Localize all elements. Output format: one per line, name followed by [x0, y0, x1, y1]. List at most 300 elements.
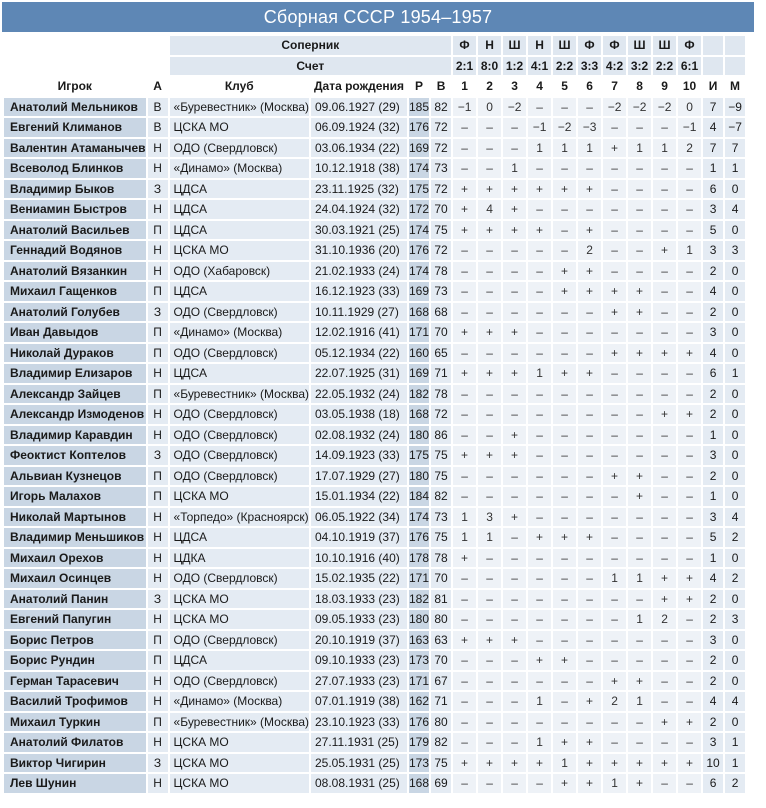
birthdate-cell: 05.12.1934 (22): [311, 344, 407, 363]
match-cell: –: [628, 221, 651, 240]
match-cell: –: [653, 651, 676, 670]
plusminus-cell: 0: [725, 590, 745, 609]
match-cell: –: [478, 467, 501, 486]
match-cell: +: [603, 282, 626, 301]
birthdate-cell: 02.08.1932 (24): [311, 426, 407, 445]
height-cell: 160: [409, 344, 429, 363]
height-cell: 176: [409, 118, 429, 137]
height-cell: 185: [409, 98, 429, 117]
table-row: [4, 364, 745, 383]
match-cell: –: [628, 262, 651, 281]
position-cell: П: [148, 385, 168, 404]
match-cell: –: [603, 385, 626, 404]
match-cell: –: [478, 303, 501, 322]
player-name: Владимир Каравдин: [4, 426, 146, 445]
match-cell: –: [678, 528, 701, 547]
match-cell: –: [603, 528, 626, 547]
player-name: Анатолий Голубев: [4, 303, 146, 322]
match-cell: +: [453, 364, 476, 383]
club-cell: ЦДСА: [170, 364, 309, 383]
match-cell: –: [578, 344, 601, 363]
table-row: [4, 405, 745, 424]
match-cell: –: [603, 508, 626, 527]
player-name: Борис Рундин: [4, 651, 146, 670]
table-row: [4, 692, 745, 711]
match-cell: +: [628, 467, 651, 486]
birthdate-cell: 15.01.1934 (22): [311, 487, 407, 506]
club-cell: ЦДКА: [170, 549, 309, 568]
birthdate-cell: 09.05.1933 (23): [311, 610, 407, 629]
match-cell: +: [453, 200, 476, 219]
club-cell: «Буревестник» (Москва): [170, 98, 309, 117]
match-cell: –: [528, 262, 551, 281]
match-cell: +: [653, 754, 676, 773]
match-cell: 1: [453, 528, 476, 547]
match-cell: 1: [528, 733, 551, 752]
match-cell: –: [453, 569, 476, 588]
games-cell: 4: [703, 282, 723, 301]
match-cell: 1: [453, 508, 476, 527]
match-cell: –: [603, 487, 626, 506]
height-cell: 169: [409, 139, 429, 158]
opponent-cell: Ш: [628, 36, 651, 55]
match-cell: –: [628, 241, 651, 260]
match-cell: 1: [628, 569, 651, 588]
match-cell: +: [528, 651, 551, 670]
club-cell: ОДО (Свердловск): [170, 344, 309, 363]
column-header: И: [703, 77, 723, 96]
position-cell: Н: [148, 692, 168, 711]
match-cell: –: [453, 344, 476, 363]
match-cell: –: [603, 159, 626, 178]
match-number: 1: [453, 77, 476, 96]
score-cell: 4:2: [603, 57, 626, 76]
opponent-cell: Н: [478, 36, 501, 55]
player-name: Геннадий Водянов: [4, 241, 146, 260]
birthdate-cell: 23.10.1923 (33): [311, 713, 407, 732]
match-cell: –: [453, 651, 476, 670]
position-cell: З: [148, 180, 168, 199]
games-cell: 2: [703, 610, 723, 629]
match-cell: +: [478, 631, 501, 650]
match-cell: +: [578, 180, 601, 199]
column-header: Дата рождения: [311, 77, 407, 96]
match-cell: +: [553, 774, 576, 793]
club-cell: «Динамо» (Москва): [170, 323, 309, 342]
club-cell: ОДО (Свердловск): [170, 139, 309, 158]
position-cell: П: [148, 221, 168, 240]
weight-cell: 82: [431, 487, 451, 506]
match-cell: –: [528, 610, 551, 629]
match-cell: +: [503, 426, 526, 445]
match-cell: –: [653, 159, 676, 178]
weight-cell: 70: [431, 323, 451, 342]
match-cell: –: [578, 487, 601, 506]
table-row: [4, 549, 745, 568]
match-cell: –: [528, 713, 551, 732]
match-cell: +: [678, 590, 701, 609]
match-cell: –: [553, 446, 576, 465]
position-cell: Н: [148, 672, 168, 691]
match-cell: –: [478, 385, 501, 404]
match-cell: –: [603, 733, 626, 752]
match-cell: –: [578, 713, 601, 732]
match-cell: –: [453, 303, 476, 322]
match-cell: +: [578, 221, 601, 240]
games-cell: 3: [703, 631, 723, 650]
weight-cell: 75: [431, 528, 451, 547]
match-cell: –: [528, 672, 551, 691]
height-cell: 176: [409, 713, 429, 732]
match-cell: –: [478, 651, 501, 670]
match-cell: –: [553, 610, 576, 629]
match-cell: –: [628, 405, 651, 424]
plusminus-cell: 1: [725, 159, 745, 178]
height-cell: 173: [409, 651, 429, 670]
table-row: [4, 344, 745, 363]
birthdate-cell: 06.05.1922 (34): [311, 508, 407, 527]
match-number: 7: [603, 77, 626, 96]
plusminus-cell: 0: [725, 344, 745, 363]
match-cell: –: [453, 139, 476, 158]
weight-cell: 86: [431, 426, 451, 445]
match-cell: –: [553, 385, 576, 404]
match-cell: −2: [503, 98, 526, 117]
score-row: [4, 57, 745, 76]
match-cell: –: [503, 385, 526, 404]
match-cell: –: [678, 385, 701, 404]
match-cell: +: [603, 467, 626, 486]
match-cell: 1: [478, 528, 501, 547]
match-cell: –: [578, 303, 601, 322]
table-row: [4, 262, 745, 281]
games-cell: 3: [703, 241, 723, 260]
opponent-label: Соперник: [170, 36, 452, 55]
match-cell: –: [453, 672, 476, 691]
match-cell: +: [503, 446, 526, 465]
weight-cell: 73: [431, 508, 451, 527]
plusminus-cell: 0: [725, 323, 745, 342]
match-cell: –: [528, 405, 551, 424]
birthdate-cell: 10.10.1916 (40): [311, 549, 407, 568]
match-cell: –: [478, 426, 501, 445]
weight-cell: 70: [431, 200, 451, 219]
match-number: 9: [653, 77, 676, 96]
match-cell: –: [478, 713, 501, 732]
club-cell: ОДО (Свердловск): [170, 303, 309, 322]
birthdate-cell: 27.11.1931 (25): [311, 733, 407, 752]
birthdate-cell: 25.05.1931 (25): [311, 754, 407, 773]
match-cell: –: [653, 528, 676, 547]
match-cell: +: [628, 754, 651, 773]
height-cell: 174: [409, 262, 429, 281]
player-name: Николай Мартынов: [4, 508, 146, 527]
birthdate-cell: 17.07.1929 (27): [311, 467, 407, 486]
games-cell: 4: [703, 569, 723, 588]
weight-cell: 71: [431, 364, 451, 383]
match-cell: –: [478, 774, 501, 793]
match-cell: –: [678, 364, 701, 383]
plusminus-cell: 0: [725, 631, 745, 650]
match-cell: +: [528, 528, 551, 547]
match-cell: –: [553, 672, 576, 691]
match-cell: –: [578, 569, 601, 588]
match-cell: −1: [528, 118, 551, 137]
games-cell: 3: [703, 200, 723, 219]
position-cell: Н: [148, 364, 168, 383]
match-cell: –: [453, 385, 476, 404]
score-cell: 1:2: [503, 57, 526, 76]
height-cell: 179: [409, 733, 429, 752]
match-cell: –: [653, 467, 676, 486]
games-cell: 2: [703, 262, 723, 281]
table-row: [4, 467, 745, 486]
height-cell: 168: [409, 303, 429, 322]
match-cell: –: [553, 323, 576, 342]
match-cell: –: [603, 446, 626, 465]
weight-cell: 80: [431, 610, 451, 629]
table-row: [4, 508, 745, 527]
match-cell: –: [653, 549, 676, 568]
plusminus-cell: −9: [725, 98, 745, 117]
opponent-cell: Н: [528, 36, 551, 55]
position-cell: В: [148, 118, 168, 137]
match-cell: –: [603, 241, 626, 260]
match-cell: 1: [628, 692, 651, 711]
column-header: Клуб: [170, 77, 309, 96]
games-cell: 6: [703, 180, 723, 199]
club-cell: ЦСКА МО: [170, 118, 309, 137]
match-cell: –: [553, 426, 576, 445]
match-cell: –: [503, 487, 526, 506]
match-cell: –: [453, 159, 476, 178]
weight-cell: 68: [431, 303, 451, 322]
match-cell: –: [578, 323, 601, 342]
score-cell: 6:1: [678, 57, 701, 76]
match-cell: 1: [503, 159, 526, 178]
match-cell: –: [678, 303, 701, 322]
birthdate-cell: 07.01.1919 (38): [311, 692, 407, 711]
match-cell: +: [653, 241, 676, 260]
position-cell: П: [148, 467, 168, 486]
table-row: [4, 569, 745, 588]
match-cell: –: [678, 774, 701, 793]
match-cell: –: [628, 733, 651, 752]
match-cell: –: [603, 549, 626, 568]
score-cell: 8:0: [478, 57, 501, 76]
position-cell: Н: [148, 159, 168, 178]
match-cell: –: [628, 426, 651, 445]
match-cell: –: [503, 118, 526, 137]
plusminus-cell: 0: [725, 426, 745, 445]
plusminus-cell: 0: [725, 303, 745, 322]
match-cell: 1: [578, 139, 601, 158]
table-row: [4, 241, 745, 260]
opponent-cell: Ф: [603, 36, 626, 55]
games-cell: 6: [703, 364, 723, 383]
games-cell: 1: [703, 426, 723, 445]
match-cell: –: [603, 651, 626, 670]
match-cell: −1: [678, 118, 701, 137]
match-cell: –: [628, 549, 651, 568]
match-cell: –: [603, 262, 626, 281]
match-cell: –: [528, 631, 551, 650]
opponent-cell: Ф: [453, 36, 476, 55]
match-cell: +: [553, 651, 576, 670]
games-cell: 7: [703, 98, 723, 117]
birthdate-cell: 03.06.1934 (22): [311, 139, 407, 158]
match-cell: –: [653, 774, 676, 793]
match-cell: –: [528, 446, 551, 465]
match-cell: –: [528, 241, 551, 260]
match-cell: –: [528, 569, 551, 588]
club-cell: ЦСКА МО: [170, 774, 309, 793]
match-cell: –: [628, 200, 651, 219]
club-cell: ОДО (Свердловск): [170, 569, 309, 588]
match-cell: –: [553, 241, 576, 260]
match-cell: –: [628, 446, 651, 465]
match-cell: +: [678, 754, 701, 773]
match-cell: –: [578, 508, 601, 527]
match-cell: +: [553, 733, 576, 752]
match-cell: –: [578, 200, 601, 219]
match-cell: +: [503, 323, 526, 342]
games-cell: 6: [703, 774, 723, 793]
match-cell: +: [603, 139, 626, 158]
match-cell: +: [503, 364, 526, 383]
column-header: Игрок: [4, 77, 146, 96]
match-cell: –: [603, 118, 626, 137]
match-cell: +: [578, 282, 601, 301]
match-cell: –: [528, 282, 551, 301]
table-row: [4, 323, 745, 342]
match-cell: –: [553, 692, 576, 711]
player-name: Евгений Климанов: [4, 118, 146, 137]
games-cell: 3: [703, 733, 723, 752]
plusminus-cell: 4: [725, 508, 745, 527]
match-cell: +: [578, 262, 601, 281]
plusminus-cell: 0: [725, 549, 745, 568]
birthdate-cell: 14.09.1923 (33): [311, 446, 407, 465]
birthdate-cell: 30.03.1921 (25): [311, 221, 407, 240]
match-cell: –: [603, 590, 626, 609]
match-cell: +: [478, 323, 501, 342]
match-cell: –: [578, 590, 601, 609]
club-cell: ОДО (Свердловск): [170, 631, 309, 650]
match-cell: –: [478, 692, 501, 711]
match-cell: –: [503, 262, 526, 281]
plusminus-cell: 1: [725, 733, 745, 752]
games-cell: 10: [703, 754, 723, 773]
match-cell: –: [653, 508, 676, 527]
position-cell: Н: [148, 200, 168, 219]
match-cell: –: [653, 733, 676, 752]
match-cell: –: [678, 610, 701, 629]
match-cell: –: [628, 508, 651, 527]
games-cell: 3: [703, 323, 723, 342]
match-cell: –: [553, 549, 576, 568]
match-cell: +: [453, 180, 476, 199]
position-cell: Н: [148, 405, 168, 424]
match-cell: +: [453, 631, 476, 650]
table-row: [4, 672, 745, 691]
match-cell: 2: [678, 139, 701, 158]
birthdate-cell: 08.08.1931 (25): [311, 774, 407, 793]
position-cell: П: [148, 651, 168, 670]
match-cell: +: [453, 221, 476, 240]
player-name: Лев Шунин: [4, 774, 146, 793]
position-cell: П: [148, 631, 168, 650]
match-cell: –: [553, 569, 576, 588]
match-cell: –: [478, 549, 501, 568]
height-cell: 168: [409, 774, 429, 793]
match-cell: –: [578, 426, 601, 445]
match-cell: 3: [478, 508, 501, 527]
height-cell: 176: [409, 241, 429, 260]
games-cell: 2: [703, 467, 723, 486]
position-cell: Н: [148, 774, 168, 793]
plusminus-cell: 4: [725, 200, 745, 219]
score-cell: 3:3: [578, 57, 601, 76]
match-cell: –: [653, 487, 676, 506]
match-cell: +: [478, 446, 501, 465]
match-cell: –: [678, 651, 701, 670]
birthdate-cell: 24.04.1924 (32): [311, 200, 407, 219]
position-cell: Н: [148, 508, 168, 527]
match-cell: +: [628, 487, 651, 506]
player-name: Борис Петров: [4, 631, 146, 650]
match-cell: –: [553, 590, 576, 609]
height-cell: 172: [409, 200, 429, 219]
match-cell: +: [678, 569, 701, 588]
table-row: [4, 385, 745, 404]
birthdate-cell: 10.11.1929 (27): [311, 303, 407, 322]
match-cell: –: [578, 98, 601, 117]
table-row: [4, 446, 745, 465]
match-cell: +: [503, 200, 526, 219]
player-name: Александр Зайцев: [4, 385, 146, 404]
player-name: Всеволод Блинков: [4, 159, 146, 178]
match-cell: –: [578, 405, 601, 424]
match-cell: –: [653, 364, 676, 383]
match-cell: –: [553, 344, 576, 363]
match-cell: 1: [653, 139, 676, 158]
match-cell: 4: [478, 200, 501, 219]
match-cell: +: [528, 180, 551, 199]
match-cell: –: [653, 672, 676, 691]
height-cell: 169: [409, 364, 429, 383]
height-cell: 162: [409, 692, 429, 711]
match-cell: –: [653, 692, 676, 711]
height-cell: 163: [409, 631, 429, 650]
match-cell: 1: [528, 692, 551, 711]
match-cell: –: [553, 98, 576, 117]
match-cell: –: [453, 774, 476, 793]
games-cell: 7: [703, 139, 723, 158]
player-name: Анатолий Панин: [4, 590, 146, 609]
match-cell: –: [578, 385, 601, 404]
match-cell: –: [678, 159, 701, 178]
match-cell: –: [653, 303, 676, 322]
match-cell: –: [628, 118, 651, 137]
plusminus-cell: −7: [725, 118, 745, 137]
height-cell: 175: [409, 446, 429, 465]
match-cell: –: [578, 610, 601, 629]
match-cell: –: [578, 672, 601, 691]
position-cell: Н: [148, 139, 168, 158]
player-name: Анатолий Мельников: [4, 98, 146, 117]
weight-cell: 67: [431, 672, 451, 691]
